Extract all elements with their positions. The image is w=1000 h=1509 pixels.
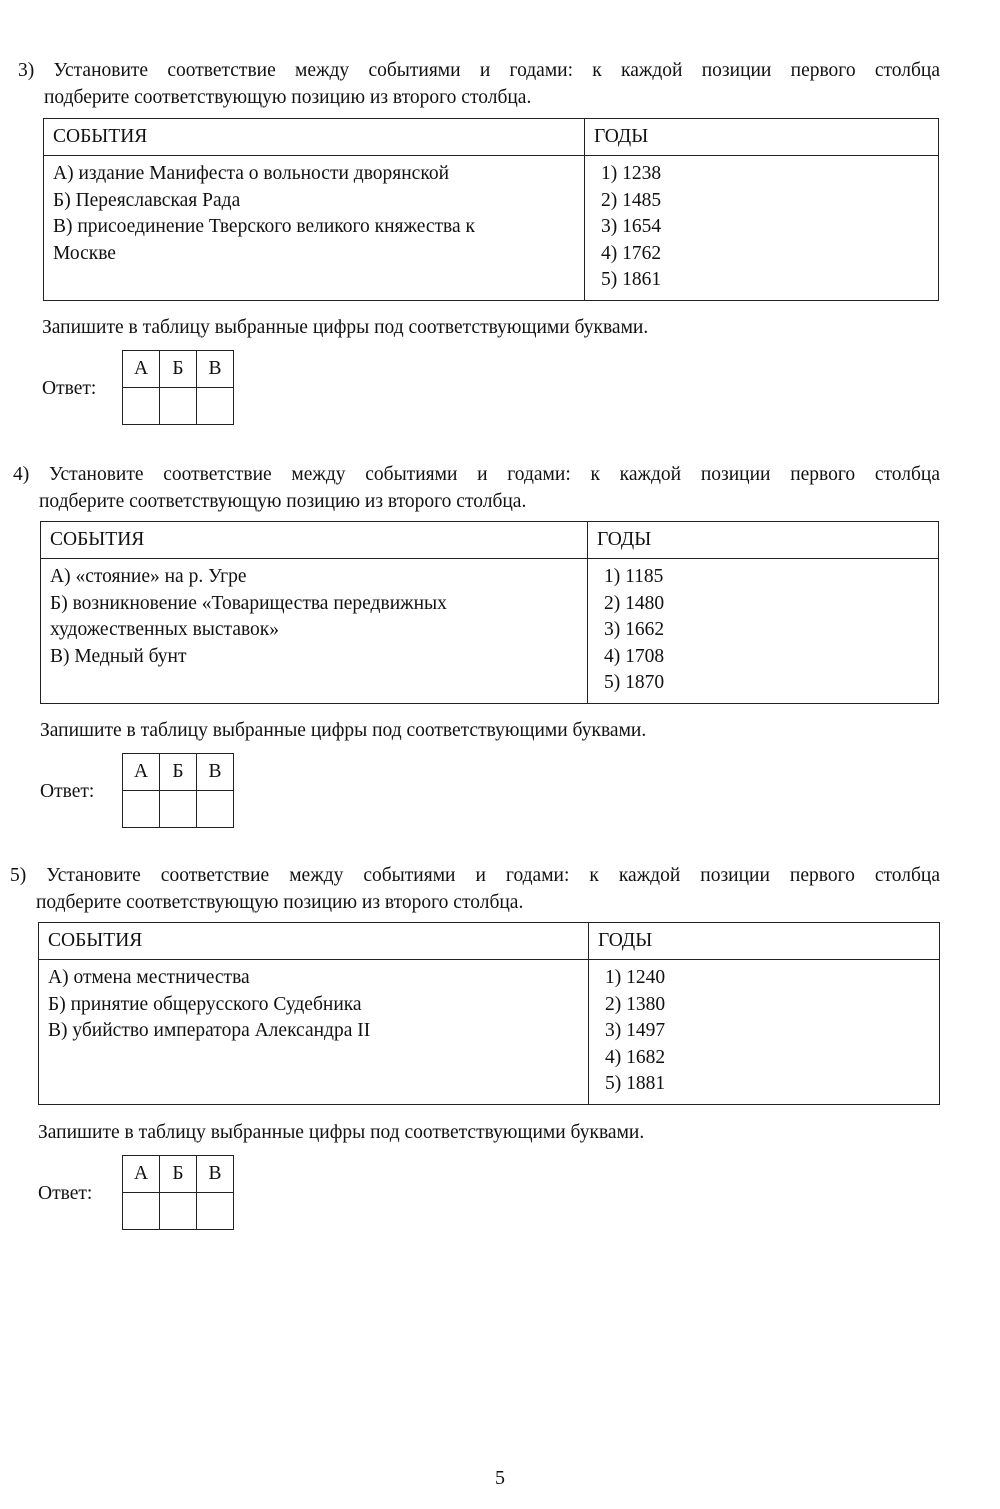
- event-item: В) убийство императора Александра II: [48, 1020, 371, 1041]
- answer-grid-task-5: [122, 1155, 234, 1230]
- task-3: [18, 58, 940, 111]
- task-number: 5): [10, 865, 27, 886]
- events-cell: [44, 156, 585, 301]
- instruction: Запишите в таблицу выбранные цифры под соответствующими буквами.: [40, 720, 647, 741]
- event-item: Москве: [53, 242, 116, 264]
- answer-label: Ответ:: [42, 378, 97, 399]
- year-item: 2) 1480: [604, 592, 665, 614]
- task-number: 4): [13, 464, 30, 485]
- col-years-header: ГОДЫ: [585, 119, 939, 156]
- col-events-header: СОБЫТИЯ: [44, 119, 585, 156]
- year-item: 2) 1380: [605, 993, 666, 1015]
- task-number: 3): [18, 60, 35, 81]
- answer-letter: Б: [160, 754, 197, 791]
- event-item: А) отмена местничества: [48, 967, 250, 988]
- answer-cell-v[interactable]: [197, 1193, 234, 1230]
- task-5: [10, 863, 940, 916]
- question-text: 3) Установите соответствие между событиями и годами: к каждой позиции первого столбца подберите соответствующую позицию из второго столбца.: [18, 60, 941, 108]
- years-cell: [585, 156, 939, 301]
- event-item: А) издание Манифеста о вольности дворянской: [53, 163, 449, 184]
- answer-cell-a[interactable]: [123, 388, 160, 425]
- answer-letter: Б: [160, 351, 197, 388]
- event-item: В) присоединение Тверского великого княжества к: [53, 216, 476, 237]
- answer-letter: В: [197, 1156, 234, 1193]
- year-item: 5) 1870: [604, 672, 665, 693]
- matching-table-task-4: [40, 521, 939, 704]
- years-cell: [589, 960, 940, 1105]
- answer-cell-b[interactable]: [160, 1193, 197, 1230]
- years-cell: [588, 559, 939, 704]
- col-events-header: СОБЫТИЯ: [41, 522, 588, 559]
- answer-grid-task-3: [122, 350, 234, 425]
- answer-cell-v[interactable]: [197, 388, 234, 425]
- year-item: 5) 1861: [601, 269, 662, 290]
- answer-letter: А: [123, 754, 160, 791]
- answer-letter: А: [123, 351, 160, 388]
- year-item: 1) 1185: [604, 566, 664, 587]
- events-cell: [39, 960, 589, 1105]
- year-item: 3) 1497: [605, 1020, 666, 1041]
- answer-label: Ответ:: [40, 781, 95, 802]
- answer-letter: В: [197, 351, 234, 388]
- instruction: Запишите в таблицу выбранные цифры под соответствующими буквами.: [42, 317, 649, 338]
- year-item: 4) 1682: [605, 1046, 666, 1068]
- col-years-header: ГОДЫ: [589, 923, 940, 960]
- answer-cell-a[interactable]: [123, 1193, 160, 1230]
- answer-cell-b[interactable]: [160, 791, 197, 828]
- year-item: 2) 1485: [601, 189, 662, 211]
- year-item: 3) 1654: [601, 216, 662, 237]
- matching-table-task-5: [38, 922, 940, 1105]
- answer-grid-task-4: [122, 753, 234, 828]
- year-item: 4) 1762: [601, 242, 662, 264]
- answer-letter: Б: [160, 1156, 197, 1193]
- event-item: Б) Переяславская Рада: [53, 189, 241, 211]
- year-item: 4) 1708: [604, 645, 665, 667]
- event-item: художественных выставок»: [50, 619, 280, 640]
- matching-table-task-3: [43, 118, 939, 301]
- page-number: 5: [495, 1467, 505, 1489]
- year-item: 3) 1662: [604, 619, 665, 640]
- answer-cell-a[interactable]: [123, 791, 160, 828]
- instruction: Запишите в таблицу выбранные цифры под соответствующими буквами.: [38, 1122, 645, 1143]
- task-4: [13, 462, 940, 515]
- event-item: Б) принятие общерусского Судебника: [48, 993, 362, 1015]
- answer-cell-v[interactable]: [197, 791, 234, 828]
- event-item: А) «стояние» на р. Угре: [50, 566, 247, 587]
- col-years-header: ГОДЫ: [588, 522, 939, 559]
- year-item: 1) 1238: [601, 163, 662, 184]
- question-text: 4) Установите соответствие между событиями и годами: к каждой позиции первого столбца подберите соответствующую позицию из второго столбца.: [13, 464, 941, 512]
- events-cell: [41, 559, 588, 704]
- answer-letter: В: [197, 754, 234, 791]
- year-item: 5) 1881: [605, 1073, 666, 1094]
- event-item: Б) возникновение «Товарищества передвижных: [50, 592, 447, 614]
- col-events-header: СОБЫТИЯ: [39, 923, 589, 960]
- question-text: 5) Установите соответствие между событиями и годами: к каждой позиции первого столбца подберите соответствующую позицию из второго столбца.: [10, 865, 941, 913]
- answer-label: Ответ:: [38, 1183, 93, 1204]
- answer-cell-b[interactable]: [160, 388, 197, 425]
- event-item: В) Медный бунт: [50, 645, 187, 667]
- answer-letter: А: [123, 1156, 160, 1193]
- year-item: 1) 1240: [605, 967, 666, 988]
